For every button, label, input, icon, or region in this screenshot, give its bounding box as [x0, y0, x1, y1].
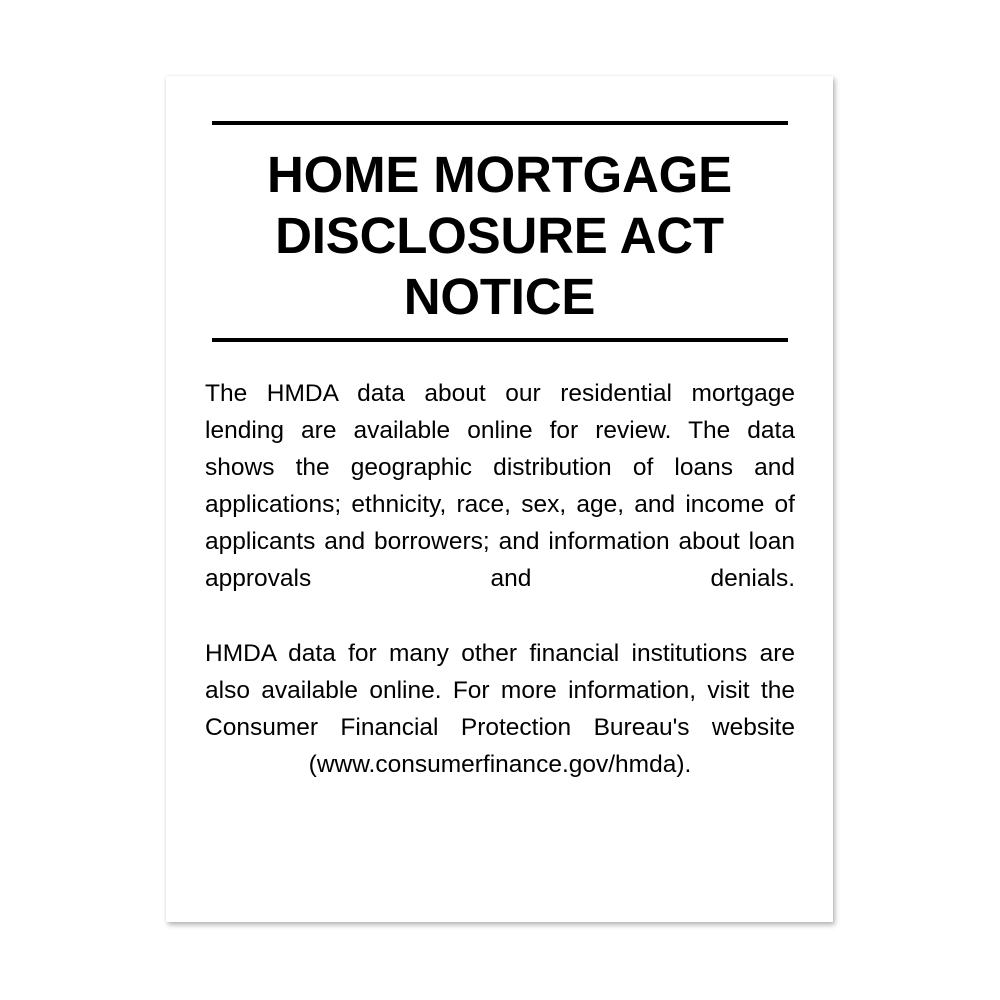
notice-page	[166, 76, 833, 922]
title-line-2: DISCLOSURE ACT	[275, 207, 724, 264]
cfpb-info-paragraph: HMDA data for many other financial institutions are also available online. For more information, visit the Consumer Financial Protection Bureau's website (www.consumerfinance.gov/hmda).	[205, 640, 795, 778]
title-line-3: NOTICE	[403, 268, 596, 325]
bottom-divider	[212, 338, 788, 342]
top-divider	[212, 121, 788, 125]
hmda-data-paragraph: The HMDA data about our residential mortgage lending are available online for review. The data shows the geographic distribution of loans and applications; ethnicity, race, sex, age, and income of applicants and borrowers; and information about loan approvals and denials.	[205, 380, 795, 592]
notice-title	[166, 144, 833, 327]
title-line-1: HOME MORTGAGE	[267, 146, 732, 203]
